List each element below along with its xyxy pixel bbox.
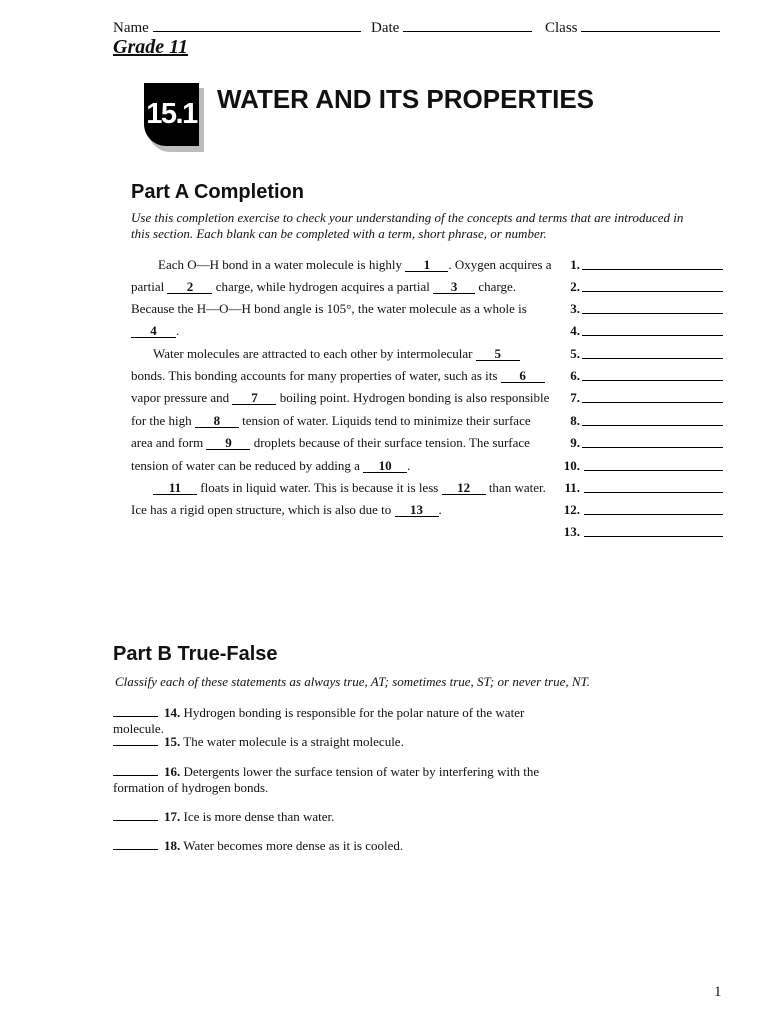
answer-number: 2. <box>570 279 580 294</box>
passage-line <box>131 457 410 475</box>
class-label: Class <box>545 20 578 36</box>
passage-line <box>131 412 531 430</box>
passage-text: floats in liquid water. This is because it is less <box>197 480 442 495</box>
passage-text: charge, while hydrogen acquires a partial <box>212 279 434 294</box>
part-a-heading: Part A Completion <box>131 181 304 203</box>
blank-11: 11 <box>153 481 197 495</box>
passage-line <box>131 322 179 340</box>
part-a-instructions: Use this completion exercise to check your understanding of the concepts and terms that are introduced in this section. Each blank can be completed with a term, short phrase, or number. <box>131 210 684 241</box>
passage-line <box>131 300 527 318</box>
passage-text: Water molecules are attracted to each other by intermolecular <box>153 346 476 361</box>
passage-text: . <box>438 502 442 517</box>
passage-text: Because the H—O—H bond angle is 105°, the water molecule as a whole is <box>131 301 527 316</box>
tf-item-15 <box>113 733 543 750</box>
answer-number: 7. <box>570 390 580 405</box>
passage-line <box>131 434 530 452</box>
tf-answer-line[interactable] <box>113 763 158 776</box>
passage-text: partial <box>131 279 168 294</box>
tf-answer-line[interactable] <box>113 837 158 850</box>
answer-line-3[interactable] <box>582 313 723 314</box>
answer-line-4[interactable] <box>582 335 723 336</box>
passage-line <box>131 479 546 497</box>
grade-label: Grade 11 <box>113 36 188 58</box>
date-field <box>371 17 532 37</box>
class-input-line[interactable] <box>581 17 720 32</box>
passage-text: . Oxygen acquires a <box>448 257 552 272</box>
answer-line-13[interactable] <box>584 536 723 537</box>
blank-8: 8 <box>195 414 239 428</box>
answer-line-1[interactable] <box>582 269 723 270</box>
blank-6: 6 <box>501 369 545 383</box>
blank-4: 4 <box>131 324 176 338</box>
tf-item-number: 17. <box>164 809 181 824</box>
tf-item-number: 15. <box>164 734 181 749</box>
answer-line-5[interactable] <box>582 358 723 359</box>
passage-text: tension of water. Liquids tend to minimize their surface <box>238 413 531 428</box>
passage-text: droplets because of their surface tension. The surface <box>250 435 530 450</box>
answer-number: 4. <box>570 323 580 338</box>
tf-item-number: 18. <box>164 838 181 853</box>
blank-1: 1 <box>405 258 448 272</box>
passage-line <box>131 345 520 363</box>
page-number: 1 <box>714 984 722 1000</box>
answer-line-7[interactable] <box>582 402 723 403</box>
blank-7: 7 <box>232 391 276 405</box>
tf-item-17 <box>113 808 543 825</box>
tf-answer-line[interactable] <box>113 733 158 746</box>
answer-number: 5. <box>570 346 580 361</box>
answer-line-8[interactable] <box>582 425 723 426</box>
tf-item-18 <box>113 837 543 854</box>
answer-number: 1. <box>570 257 580 272</box>
passage-text: . <box>176 323 180 338</box>
answer-number: 6. <box>570 368 580 383</box>
answer-number: 10. <box>563 458 580 473</box>
tf-item-text: Hydrogen bonding is responsible for the polar nature of the water molecule. <box>113 705 525 736</box>
tf-item-text: Water becomes more dense as it is cooled. <box>183 838 404 853</box>
tf-answer-line[interactable] <box>113 704 158 717</box>
blank-12: 12 <box>442 481 486 495</box>
passage-text: area and form <box>131 435 207 450</box>
tf-item-number: 16. <box>164 764 181 779</box>
tf-item-text: Detergents lower the surface tension of water by interfering with the formation of hydrogen bonds. <box>113 764 540 795</box>
answer-number: 13. <box>563 524 580 539</box>
blank-10: 10 <box>363 459 407 473</box>
answer-number: 9. <box>570 435 580 450</box>
answer-line-10[interactable] <box>584 470 723 471</box>
passage-line <box>131 389 549 407</box>
passage-text: tension of water can be reduced by adding a <box>131 458 364 473</box>
tf-item-number: 14. <box>164 705 181 720</box>
passage-text: Ice has a rigid open structure, which is also due to <box>131 502 395 517</box>
blank-13: 13 <box>395 503 439 517</box>
page-title: WATER AND ITS PROPERTIES <box>217 84 595 114</box>
passage-text: for the high <box>131 413 195 428</box>
passage-text: . <box>407 458 411 473</box>
answer-number: 11. <box>564 480 580 495</box>
passage-text: charge. <box>475 279 517 294</box>
tf-item-text: The water molecule is a straight molecule. <box>183 734 404 749</box>
answer-number: 8. <box>570 413 580 428</box>
name-input-line[interactable] <box>153 17 361 32</box>
class-field <box>545 17 720 37</box>
answer-number: 3. <box>570 301 580 316</box>
passage-text: Each O—H bond in a water molecule is highly <box>158 257 406 272</box>
passage-text: bonds. This bonding accounts for many properties of water, such as its <box>131 368 501 383</box>
answer-line-9[interactable] <box>582 447 723 448</box>
date-label: Date <box>371 20 400 36</box>
blank-5: 5 <box>476 347 520 361</box>
blank-9: 9 <box>206 436 250 450</box>
passage-text: than water. <box>485 480 546 495</box>
date-input-line[interactable] <box>403 17 532 32</box>
blank-3: 3 <box>433 280 475 294</box>
tf-answer-line[interactable] <box>113 808 158 821</box>
tf-item-16 <box>113 763 543 796</box>
part-b-heading: Part B True-False <box>113 643 278 665</box>
passage-line <box>131 501 442 519</box>
passage-line <box>131 256 552 274</box>
answer-line-6[interactable] <box>582 380 723 381</box>
name-label: Name <box>113 20 149 36</box>
name-field <box>113 17 361 37</box>
passage-line <box>131 278 516 296</box>
passage-text: vapor pressure and <box>131 390 233 405</box>
passage-text: boiling point. Hydrogen bonding is also responsible <box>276 390 550 405</box>
tf-item-text: Ice is more dense than water. <box>183 809 335 824</box>
answer-line-2[interactable] <box>582 291 723 292</box>
answer-line-12[interactable] <box>584 514 723 515</box>
answer-number: 12. <box>563 502 580 517</box>
section-badge: 15.1 <box>144 83 199 146</box>
answer-line-11[interactable] <box>584 492 723 493</box>
blank-2: 2 <box>167 280 212 294</box>
part-b-instructions: Classify each of these statements as always true, AT; sometimes true, ST; or never true, NT. <box>115 674 591 689</box>
passage-line <box>131 367 545 385</box>
